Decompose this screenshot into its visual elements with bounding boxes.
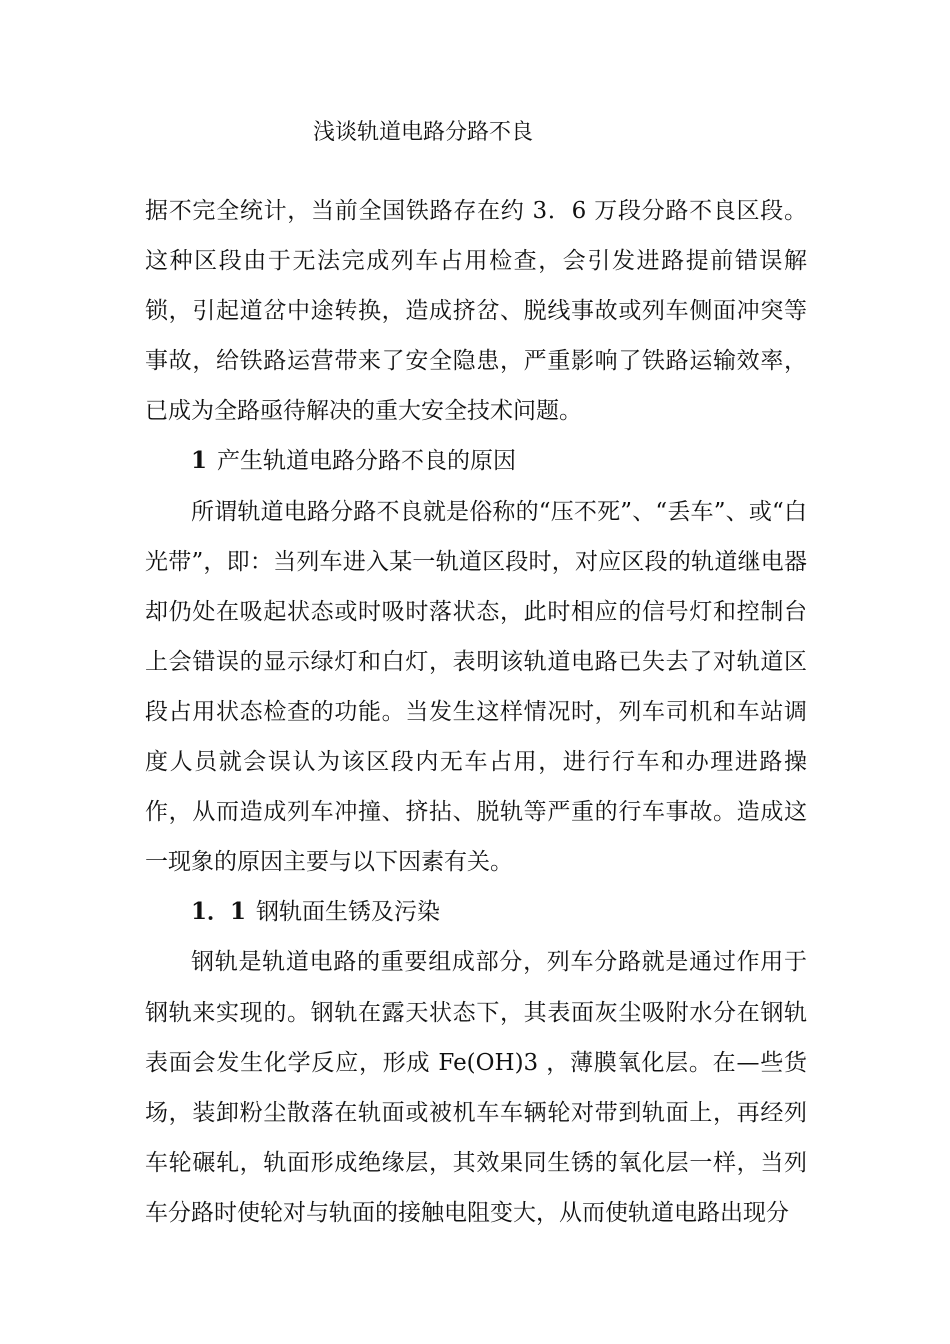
paragraph-rust: 钢轨是轨道电路的重要组成部分，列车分路就是通过作用于钢轨来实现的。钢轨在露天状态下，其表面灰尘吸附水分在钢轨表面会发生化学反应，形成 Fe(OH)3 ，薄膜氧化层。在—些货场，装卸粉尘散落在轨面或被机车车辆轮对带到轨面上，再经列车轮碾轧，轨面形成绝缘层，其效果同生锈的氧化层一样，当列车分路时使轮对与轨面的接触电阻变大，从而使轨道电路出现分: [145, 949, 807, 1226]
section-number: 1: [191, 447, 208, 475]
section-number: 1．1: [191, 898, 247, 926]
section-heading-1-1: [145, 887, 807, 937]
paragraph-causes: 所谓轨道电路分路不良就是俗称的“压不死”、“丢车”、或“白光带”，即：当列车进入某一轨道区段时，对应区段的轨道继电器却仍处在吸起状态或时吸时落状态，此时相应的信号灯和控制台上会错误的显示绿灯和白灯，表明该轨道电路已失去了对轨道区段占用状态检查的功能。当发生这样情况时，列车司机和车站调度人员就会误认为该区段内无车占用，进行行车和办理进路操作，从而造成列车冲撞、挤拈、脱轨等严重的行车事故。造成这一现象的原因主要与以下因素有关。: [145, 498, 807, 876]
document-title: 浅谈轨道电路分路不良: [313, 120, 534, 145]
document-body: [145, 186, 807, 1238]
paragraph-intro: 据不完全统计，当前全国铁路存在约 3．6 万段分路不良区段。这种区段由于无法完成列车占用检查，会引发进路提前错误解锁，引起道岔中途转换，造成挤岔、脱线事故或列车侧面冲突等事故，给铁路运营带来了安全隐患，严重影响了铁路运输效率，已成为全路亟待解决的重大安全技术问题。: [145, 198, 807, 425]
section-title: 产生轨道电路分路不良的原因: [217, 448, 517, 475]
section-title: 钢轨面生锈及污染: [256, 899, 441, 926]
section-heading-1: [145, 436, 807, 486]
